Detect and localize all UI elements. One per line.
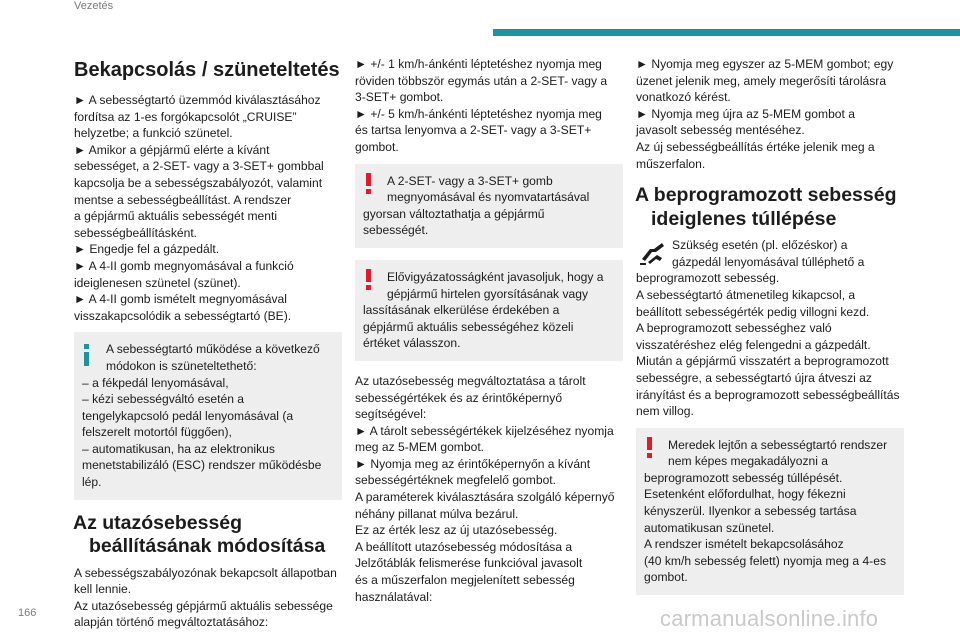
text-line: menetstabilizáló (ESC) rendszer működésbe	[82, 458, 322, 473]
text-line: beprogramozott sebesség túllépését.	[644, 470, 843, 485]
title-line: Az utazósebesség	[73, 511, 243, 534]
text-line: A sebességtartó működése a következő	[106, 342, 320, 357]
text-line: A beprogramozott sebességhez való	[636, 321, 832, 336]
text-line: Szükség esetén (pl. előzéskor) a	[672, 238, 848, 253]
text-line: A sebességszabályozónak bekapcsolt állapotban	[74, 565, 337, 580]
text-line: gázpedál lenyomásával túlléphető a	[672, 254, 865, 269]
text-line: gyorsan változtathatja a gépjármű	[363, 206, 545, 221]
text-line: A beállított utazósebesség módosítása a	[355, 539, 573, 554]
text-line: és tartsa lenyomva a 2-SET- vagy a 3-SET+	[355, 123, 592, 138]
text-line: javasolt sebesség mentéséhez.	[636, 123, 805, 138]
text-line: A 2-SET- vagy a 3-SET+ gomb	[387, 173, 553, 188]
text-line: A rendszer ismételt bekapcsolásához	[644, 537, 844, 552]
text-line: tengelykapcsoló pedál lenyomásával (a	[82, 408, 294, 423]
text-line: röviden többször egymás után a 2-SET- vagy a	[355, 73, 608, 88]
warning-box	[636, 428, 904, 595]
text-line: néhány pillanat múlva bezárul.	[355, 506, 519, 521]
text-line: nem képes megakadályozni a	[668, 454, 829, 469]
text-line: gépjármű hirtelen gyorsításának vagy	[387, 286, 588, 301]
text-line: gombot.	[355, 139, 399, 154]
text-line: visszakapcsolódik a sebességtartó (BE).	[74, 308, 292, 323]
change-speed-intro	[74, 565, 342, 631]
text-line: sebességet, a 2-SET- vagy a 3-SET+ gombbal	[74, 159, 324, 174]
text-line: beállított sebességérték pedig villogni kezd.	[636, 304, 870, 319]
text-line: beprogramozott sebesség.	[636, 271, 780, 286]
header-accent-bar	[493, 29, 960, 36]
column-1	[74, 46, 342, 631]
text-line: visszatéréshez elég felengedni a gázpedált.	[636, 337, 871, 352]
text-line: – kézi sebességváltó esetén a	[82, 392, 245, 407]
memory-instructions	[355, 373, 623, 605]
text-line: ► Nyomja meg újra az 5-MEM gombot a	[636, 106, 855, 121]
text-line: műszerfalon.	[636, 156, 706, 171]
text-line: Jelzőtáblák felismerése funkcióval javasolt	[355, 556, 583, 571]
info-box	[74, 332, 342, 499]
section-title-activation: Bekapcsolás / szüneteltetés	[74, 59, 340, 81]
warning-icon	[647, 437, 653, 457]
text-line: (40 km/h sebesség felett) nyomja meg a 4-es	[644, 553, 886, 568]
accelerator-foot-icon	[636, 237, 668, 269]
text-line: A sebességtartó átmenetileg kikapcsol, a	[636, 287, 856, 302]
text-line: ► A sebességtartó üzemmód kiválasztásához	[74, 93, 321, 107]
text-line: mentse a sebességbeállítást. A rendszer	[74, 192, 292, 207]
text-line: helyzetbe; a funkció szünetel.	[74, 126, 233, 141]
text-line: Miután a gépjármű visszatért a beprogramozott	[636, 354, 889, 369]
warning-box	[355, 260, 623, 361]
text-line: ► A 4-II gomb megnyomásával a funkció	[74, 258, 294, 273]
text-line: ► Nyomja meg egyszer az 5-MEM gombot; egy	[636, 57, 894, 71]
section-header: Vezetés	[74, 0, 114, 12]
text-line: Az utazósebesség megváltoztatása a tárolt	[355, 373, 586, 388]
section-title-change-speed	[74, 512, 342, 559]
text-line: fordítsa az 1-es forgókapcsolót „CRUISE”	[74, 109, 297, 124]
column-3	[636, 56, 904, 607]
title-line: beállításának módosítása	[89, 535, 326, 558]
text-line: ► Amikor a gépjármű elérte a kívánt	[74, 142, 270, 157]
text-line: ► A tárolt sebességértékek kijelzéséhez nyomja	[355, 423, 614, 438]
text-line: kell lennie.	[74, 582, 132, 597]
text-line: üzenet jelenik meg, amely megerősíti tárolásra	[636, 73, 887, 88]
warning-icon	[366, 173, 372, 193]
column-2	[355, 56, 623, 605]
text-line: lassításának elkerülése érdekében a	[363, 303, 560, 318]
section-title-exceed-speed	[636, 184, 904, 231]
text-line: – a fékpedál lenyomásával,	[82, 375, 229, 390]
text-line: sebességértéknek megfelelő gombot.	[355, 473, 557, 488]
text-line: Elővigyázatosságként javasoljuk, hogy a	[387, 269, 604, 284]
title-line: A beprogramozott sebesség	[635, 184, 897, 207]
page-number: 166	[18, 607, 37, 619]
text-line: értéket válasszon.	[363, 336, 461, 351]
text-line: alapján történő megváltoztatásához:	[74, 615, 269, 630]
text-line: használatával:	[355, 589, 433, 604]
step-instructions	[355, 56, 623, 156]
activation-instructions	[74, 92, 342, 324]
text-line: a gépjármű aktuális sebességét menti	[74, 209, 278, 224]
text-line: és a műszerfalon megjelenített sebesség	[355, 573, 575, 588]
exceed-speed-text	[636, 237, 904, 420]
text-line: Az utazósebesség gépjármű aktuális sebessége	[74, 598, 333, 613]
text-line: automatikusan szünetel.	[644, 520, 775, 535]
text-line: kapcsolja be a sebességszabályozót, valamint	[74, 175, 323, 190]
memory-steps	[636, 56, 904, 172]
text-line: irányítást és a beprogramozott sebességbeállítás	[636, 387, 900, 402]
text-line: ► +/- 5 km/h-ánkénti léptetéshez nyomja meg	[355, 106, 602, 121]
text-line: ► Nyomja meg az érintőképernyőn a kívánt	[355, 456, 591, 471]
text-line: módokon is szüneteltethető:	[106, 358, 257, 373]
text-line: Meredek lejtőn a sebességtartó rendszer	[668, 437, 888, 452]
text-line: Ez az érték lesz az új utazósebesség.	[355, 523, 558, 538]
warning-box	[355, 164, 623, 248]
title-line: ideiglenes túllépése	[651, 207, 837, 230]
text-line: – automatikusan, ha az elektronikus	[82, 441, 275, 456]
text-line: sebességértékek és az érintőképernyő	[355, 390, 563, 405]
text-line: vonatkozó kérést.	[636, 90, 731, 105]
text-line: ► A 4-II gomb ismételt megnyomásával	[74, 292, 287, 307]
text-line: sebességét.	[363, 223, 429, 238]
text-line: meg az 5-MEM gombot.	[355, 440, 485, 455]
text-line: felszerelt motortól függően),	[82, 425, 232, 440]
text-line: ► +/- 1 km/h-ánkénti léptetéshez nyomja meg	[355, 57, 602, 71]
text-line: kényszerül. Ilyenkor a sebesség tartása	[644, 504, 857, 519]
text-line: Esetenként előfordulhat, hogy fékezni	[644, 487, 846, 502]
text-line: gépjármű aktuális sebességéhez közeli	[363, 319, 574, 334]
text-line: ► Engedje fel a gázpedált.	[74, 242, 220, 257]
text-line: A paraméterek kiválasztására szolgáló képernyő	[355, 490, 615, 505]
warning-icon	[366, 269, 372, 289]
text-line: megnyomásával és nyomvatartásával	[387, 190, 590, 205]
text-line: segítségével:	[355, 407, 427, 422]
watermark-text: carmanualsonline.info	[660, 606, 879, 631]
text-line: lép.	[82, 475, 102, 490]
text-line: gombot.	[644, 570, 688, 585]
text-line: sebességre, a sebességtartó újra átveszi az	[636, 370, 872, 385]
info-icon	[84, 344, 89, 366]
text-line: Az új sebességbeállítás értéke jelenik meg a	[636, 139, 875, 154]
text-line: 3-SET+ gombot.	[355, 90, 444, 105]
text-line: nem villog.	[636, 404, 694, 419]
text-line: ideiglenesen szünetel (szünet).	[74, 275, 241, 290]
text-line: sebességbeállításként.	[74, 225, 198, 240]
